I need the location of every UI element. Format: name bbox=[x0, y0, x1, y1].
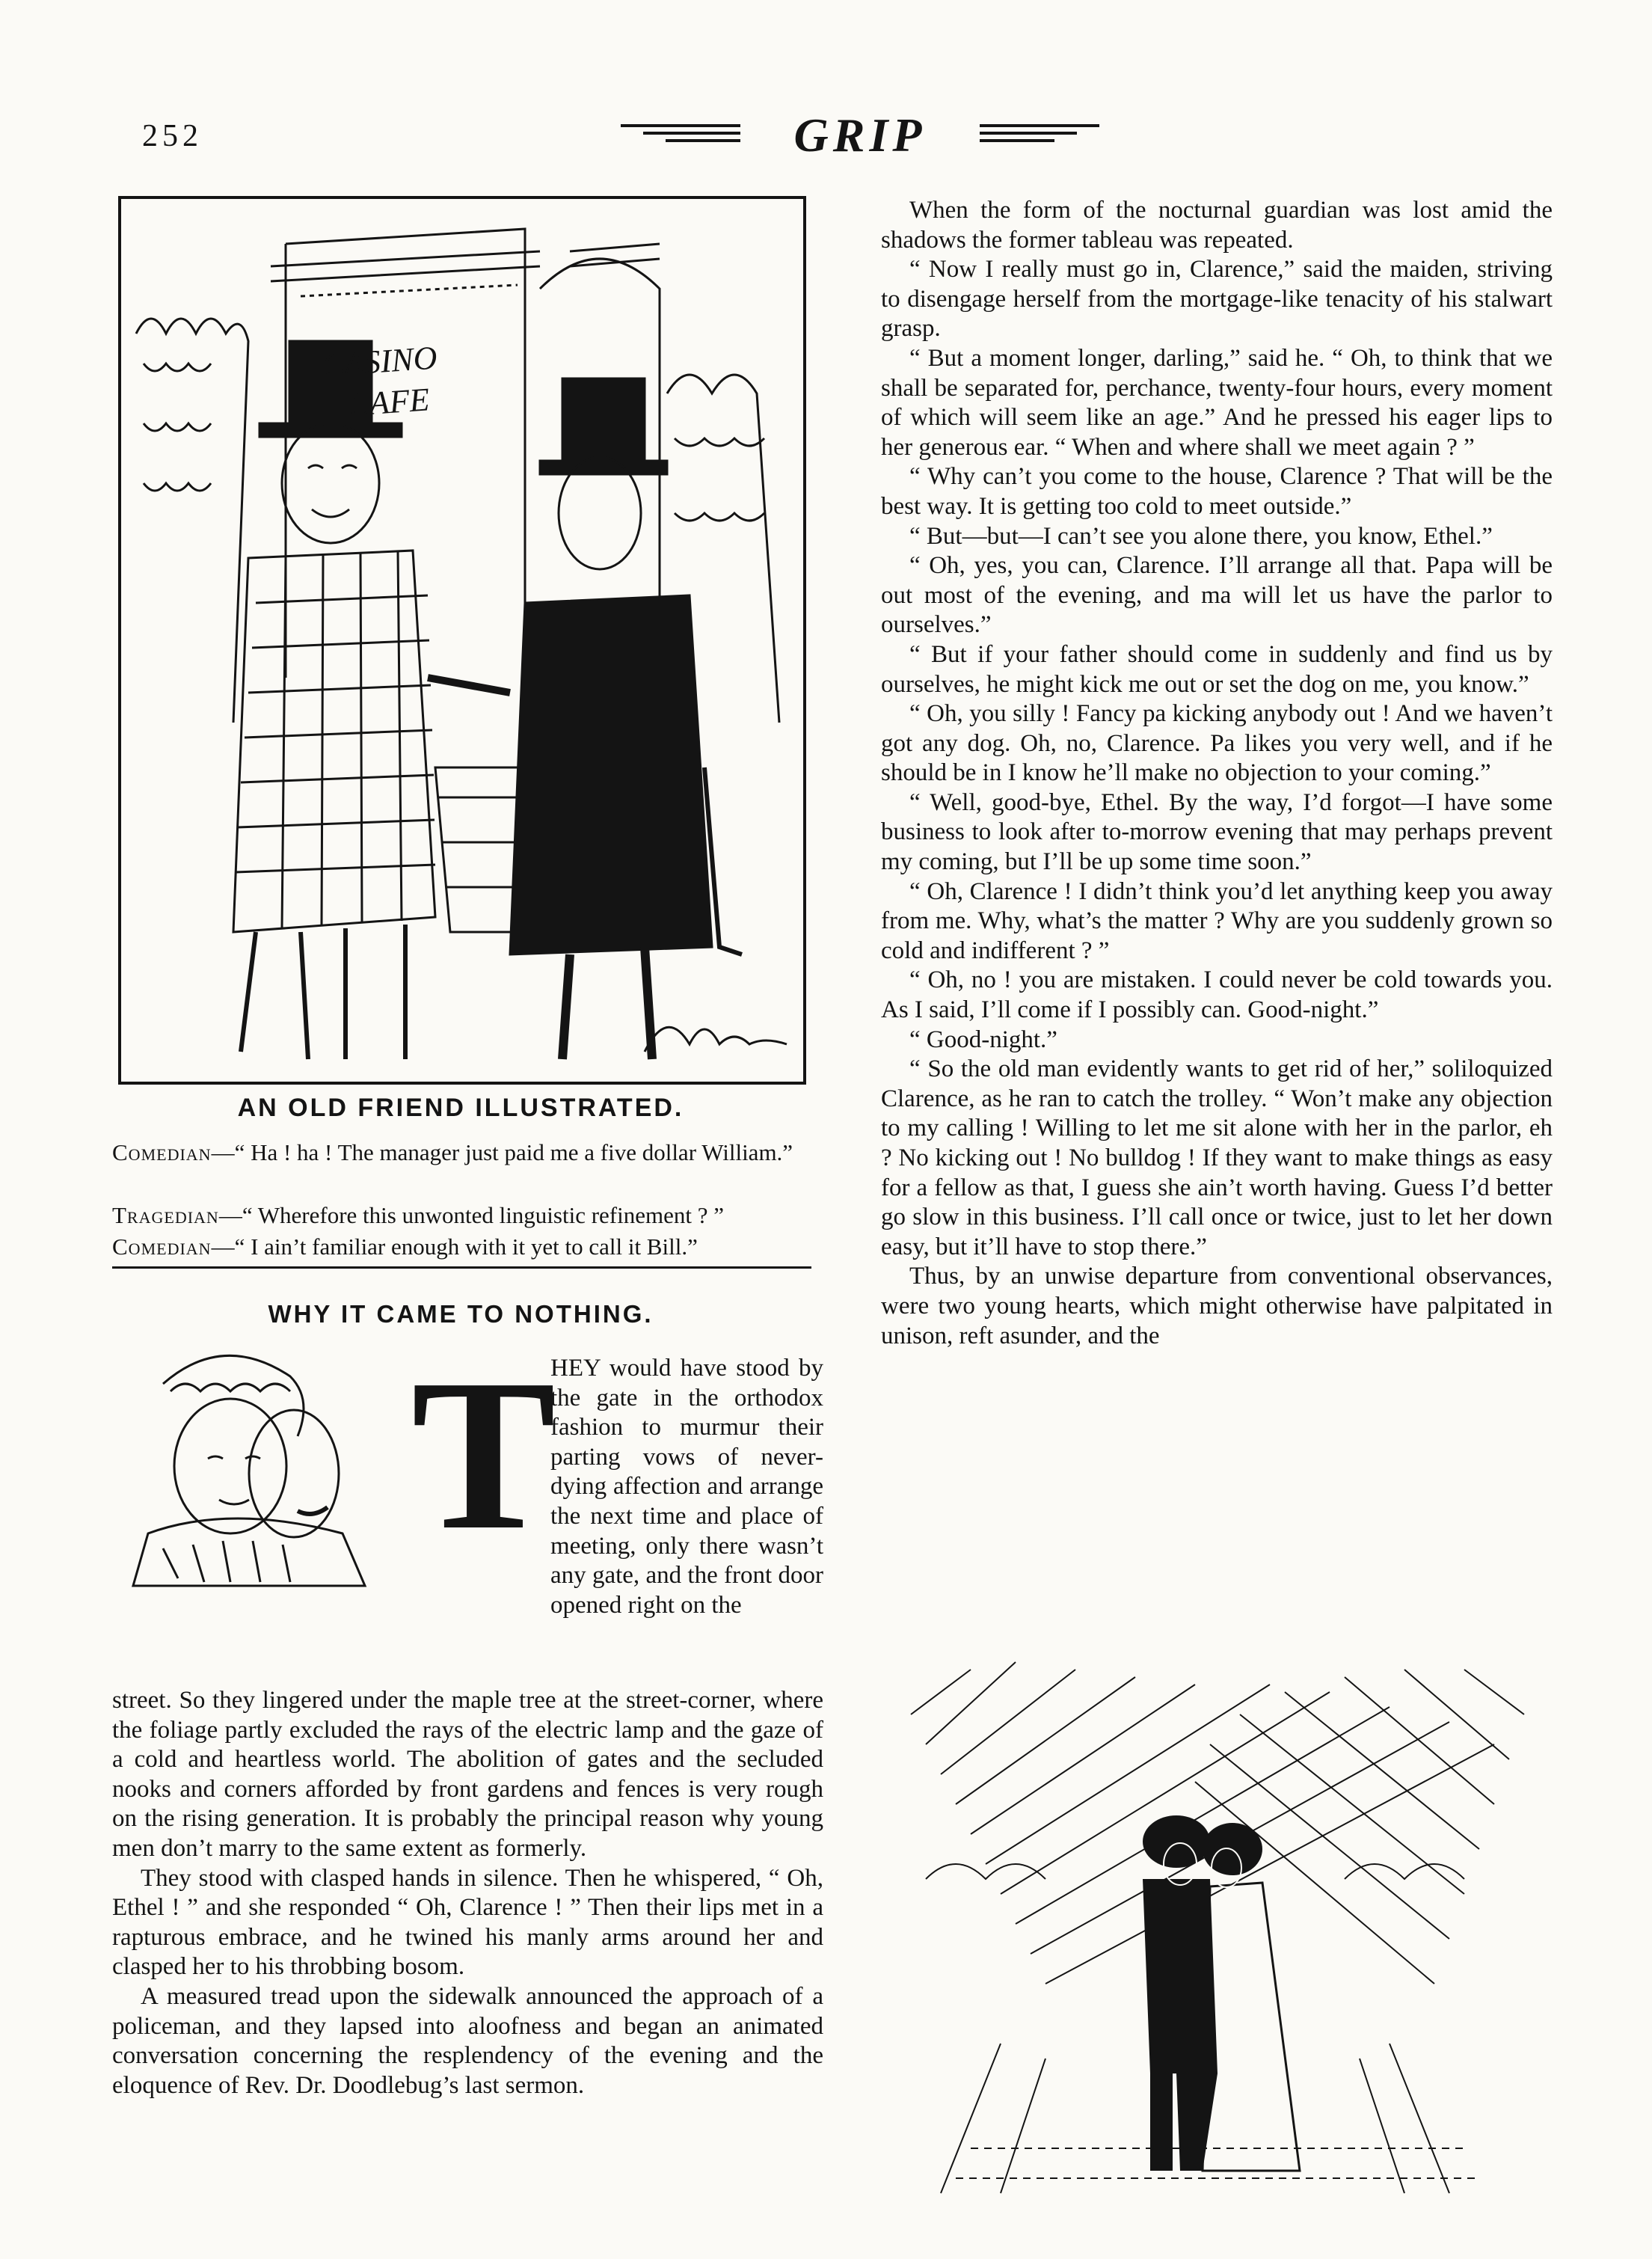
caption-line-1 bbox=[112, 1137, 811, 1168]
story-paragraph: “ Well, good-bye, Ethel. By the way, I’d forgot—I have some business to look after to-morrow evening that may perhaps prevent my coming, but I’ll be up some time soon.” bbox=[881, 788, 1553, 876]
caption-text: —“ Wherefore this unwonted linguistic refinement ? ” bbox=[218, 1202, 725, 1228]
couple-night-engraving bbox=[881, 1655, 1554, 2201]
story-paragraph: They stood with clasped hands in silence. Then he whispered, “ Oh, Ethel ! ” and she responded “ Oh, Clarence ! ” Then their lips met in a rapturous embrace, and he twined his manly arms around her and clasped her to his throbbing bosom. bbox=[112, 1864, 823, 1981]
caption-speaker: Tragedian bbox=[112, 1202, 219, 1228]
couple-portrait-vignette bbox=[118, 1339, 395, 1593]
story-opening-column bbox=[550, 1354, 823, 1620]
caption-line-3 bbox=[112, 1231, 811, 1263]
story-paragraph: “ Oh, yes, you can, Clarence. I’ll arrange all that. Papa will be out most of the evening, and ma will let us have the parlor to ourselves.” bbox=[881, 552, 1553, 639]
caption-line-2 bbox=[112, 1200, 811, 1231]
story-paragraph: “ But if your father should come in suddenly and find us by ourselves, he might kick me out or set the dog on me, you know.” bbox=[881, 640, 1553, 698]
story-paragraph: “ Oh, you silly ! Fancy pa kicking anybody out ! And we haven’t got any dog. Oh, no, Clarence. Pa likes you very well, and if he should be in I know he’ll make no objection to your coming.” bbox=[881, 700, 1553, 787]
caption-speaker: Comedian bbox=[112, 1233, 212, 1260]
story-paragraph: “ Why can’t you come to the house, Clarence ? That will be the best way. It is getting too cold to meet outside.” bbox=[881, 463, 1553, 520]
story-opening: HEY would have stood by the gate in the orthodox fashion to murmur their parting vows of never-dying affection and arrange the next time and place of meeting, only there wasn’t any gate, and the front door opened right on the bbox=[550, 1355, 823, 1619]
caption-text: —“ I ain’t familiar enough with it yet to call it Bill.” bbox=[211, 1233, 698, 1260]
couple-portrait-engraving bbox=[118, 1339, 395, 1593]
story-paragraph: “ Now I really must go in, Clarence,” said the maiden, striving to disengage herself from the mortgage-like tenacity of his stalwart grasp. bbox=[881, 256, 1553, 343]
masthead-title: GRIP bbox=[793, 108, 927, 162]
drop-cap: T bbox=[411, 1334, 556, 1575]
cartoon-caption-title: AN OLD FRIEND ILLUSTRATED. bbox=[237, 1094, 684, 1122]
sign-cafe: CAFE bbox=[346, 381, 431, 423]
caption-speaker: Comedian bbox=[112, 1139, 212, 1165]
story-paragraph: street. So they lingered under the maple tree at the street-corner, where the foliage partly excluded the rays of the electric lamp and the gaze of a cold and heartless world. The abolition of gates and the secluded nooks and corners afforded by front gardens and fences is very rough on the rising generation. It is probably the principal reason why young men don’t marry to the same extent as formerly. bbox=[112, 1687, 823, 1862]
sign-casino: CASINO bbox=[321, 339, 439, 384]
caption-text: —“ Ha ! ha ! The manager just paid me a five dollar William.” bbox=[211, 1139, 793, 1165]
page-number: 252 bbox=[142, 119, 203, 153]
story-paragraph: “ But—but—I can’t see you alone there, you know, Ethel.” bbox=[909, 522, 1493, 550]
story-paragraph: Thus, by an unwise departure from conventional observances, were two young hearts, which might otherwise have palpitated in unison, reft asunder, and the bbox=[881, 1263, 1553, 1349]
couple-night-illustration bbox=[881, 1655, 1554, 2201]
section-divider bbox=[112, 1266, 811, 1269]
story-paragraph: When the form of the nocturnal guardian was lost amid the shadows the former tableau was repeated. bbox=[881, 197, 1553, 254]
story-title: WHY IT CAME TO NOTHING. bbox=[268, 1300, 654, 1328]
story-paragraph: “ But a moment longer, darling,” said he. “ Oh, to think that we shall be separated for, perchance, twenty-four hours, every moment of which will seem like an age.” And he pressed his eager lips to her generous ear. “ When and where shall we meet again ? ” bbox=[881, 344, 1553, 461]
story-paragraph: A measured tread upon the sidewalk announced the approach of a policeman, and they lapsed into aloofness and began an animated conversation concerning the resplendency of the evening and the eloquence of Rev. Dr. Doodlebug’s last sermon. bbox=[112, 1982, 823, 2099]
story-paragraph: “ Oh, no ! you are mistaken. I could never be cold towards you. As I said, I’ll come if I possibly can. Good-night.” bbox=[881, 966, 1553, 1024]
story-paragraph: “ Oh, Clarence ! I didn’t think you’d let anything keep you away from me. Why, what’s the matter ? Why are you suddenly grown so cold and indifferent ? ” bbox=[881, 877, 1553, 964]
cartoon-illustration bbox=[118, 196, 806, 1085]
story-left-column bbox=[112, 1686, 823, 2100]
story-paragraph: “ Good-night.” bbox=[909, 1026, 1057, 1053]
story-right-column bbox=[881, 196, 1553, 1351]
masthead bbox=[621, 105, 1099, 165]
story-paragraph: “ So the old man evidently wants to get rid of her,” soliloquized Clarence, as he ran to catch the trolley. “ Won’t make any objection to my calling ! Willing to let me sit alone with her in the parlor, eh ? No kicking out ! No bulldog ! If they want to make things as easy for a fellow as that, I guess she ain’t worth having. Guess I’d better go slow in this business. I’ll call once or twice, just to let her down easy, but it’ll have to stop there.” bbox=[881, 1055, 1553, 1260]
two-actors-engraving bbox=[121, 199, 803, 1082]
